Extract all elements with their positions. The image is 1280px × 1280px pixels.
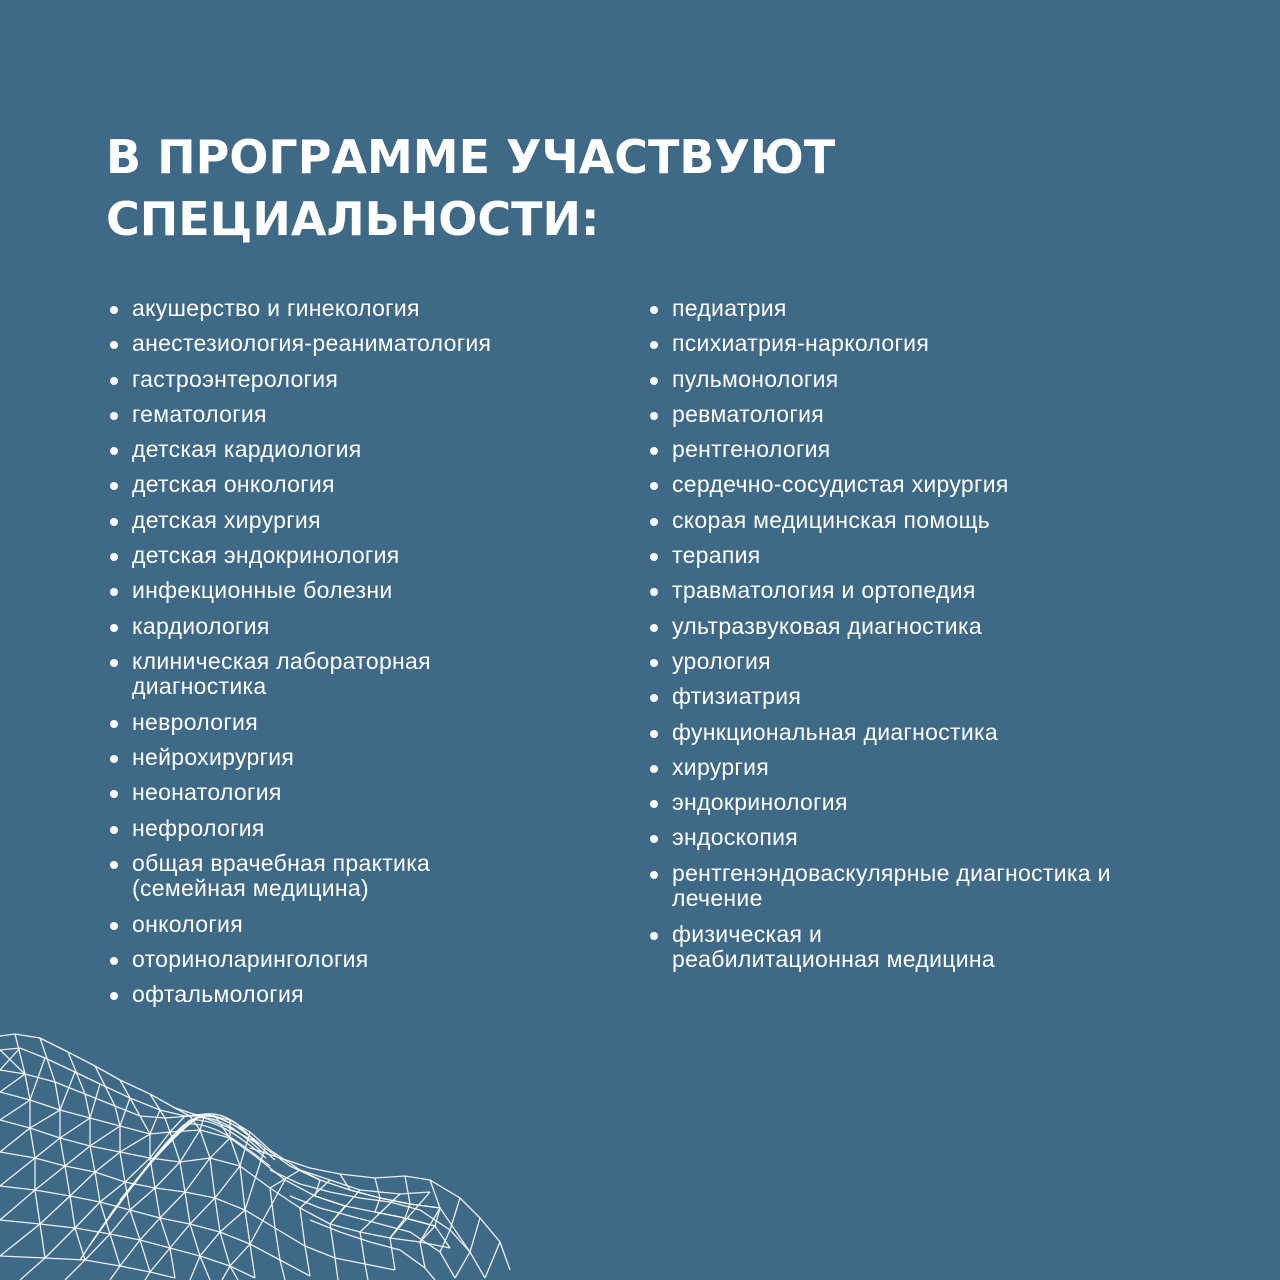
- bullet-icon: [110, 588, 118, 596]
- specialties-list-left: [108, 296, 608, 1018]
- bullet-icon: [110, 447, 118, 455]
- bullet-icon: [110, 922, 118, 930]
- bullet-icon: [650, 694, 658, 702]
- list-item: эндоскопия: [648, 825, 1208, 851]
- list-item: педиатрия: [648, 296, 1208, 322]
- bullet-icon: [110, 553, 118, 561]
- list-item: нейрохирургия: [108, 745, 608, 771]
- list-item: детская эндокринология: [108, 543, 608, 569]
- title-line-2: СПЕЦИАЛЬНОСТИ:: [106, 192, 600, 246]
- list-item: рентгенология: [648, 437, 1208, 463]
- bullet-icon: [110, 957, 118, 965]
- list-item: ультразвуковая диагностика: [648, 614, 1208, 640]
- list-item: детская онкология: [108, 472, 608, 498]
- list-item: инфекционные болезни: [108, 578, 608, 604]
- bullet-icon: [650, 482, 658, 490]
- bullet-icon: [650, 553, 658, 561]
- list-item: рентгенэндоваскулярные диагностика и лечение: [648, 861, 1192, 912]
- bullet-icon: [110, 306, 118, 314]
- list-item: нефрология: [108, 816, 608, 842]
- list-item: пульмонология: [648, 367, 1208, 393]
- bullet-icon: [110, 482, 118, 490]
- bullet-icon: [110, 341, 118, 349]
- list-item: неонатология: [108, 780, 608, 806]
- list-item: ревматология: [648, 402, 1208, 428]
- title-line-1: В ПРОГРАММЕ УЧАСТВУЮТ: [106, 130, 836, 184]
- bullet-icon: [110, 861, 118, 869]
- bullet-icon: [650, 412, 658, 420]
- bullet-icon: [110, 412, 118, 420]
- list-item: физическая и реабилитационная медицина: [648, 922, 1022, 973]
- list-item: функциональная диагностика: [648, 720, 1208, 746]
- list-item: терапия: [648, 543, 1208, 569]
- list-item: урология: [648, 649, 1208, 675]
- bullet-icon: [650, 871, 658, 879]
- bullet-icon: [650, 306, 658, 314]
- bullet-icon: [110, 624, 118, 632]
- list-item: детская кардиология: [108, 437, 608, 463]
- list-item: гастроэнтерология: [108, 367, 608, 393]
- list-item: психиатрия-наркология: [648, 331, 1208, 357]
- bullet-icon: [650, 800, 658, 808]
- list-item: скорая медицинская помощь: [648, 508, 1208, 534]
- list-item: общая врачебная практика (семейная медицина): [108, 851, 512, 902]
- list-item: сердечно-сосудистая хирургия: [648, 472, 1208, 498]
- list-item: гематология: [108, 402, 608, 428]
- bullet-icon: [110, 790, 118, 798]
- bullet-icon: [110, 377, 118, 385]
- bullet-icon: [650, 730, 658, 738]
- list-item: хирургия: [648, 755, 1208, 781]
- list-item: детская хирургия: [108, 508, 608, 534]
- bullet-icon: [650, 932, 658, 940]
- list-item: клиническая лабораторная диагностика: [108, 649, 512, 700]
- list-item: эндокринология: [648, 790, 1208, 816]
- list-item: онкология: [108, 912, 608, 938]
- bullet-icon: [110, 992, 118, 1000]
- bullet-icon: [650, 341, 658, 349]
- bullet-icon: [110, 720, 118, 728]
- list-item: кардиология: [108, 614, 608, 640]
- list-item: офтальмология: [108, 982, 608, 1008]
- list-item: фтизиатрия: [648, 684, 1208, 710]
- bullet-icon: [650, 447, 658, 455]
- bullet-icon: [110, 518, 118, 526]
- list-item: акушерство и гинекология: [108, 296, 608, 322]
- bullet-icon: [650, 624, 658, 632]
- bullet-icon: [650, 835, 658, 843]
- bullet-icon: [110, 826, 118, 834]
- bullet-icon: [650, 588, 658, 596]
- specialties-list-right: [648, 296, 1208, 982]
- bullet-icon: [650, 765, 658, 773]
- list-item: неврология: [108, 710, 608, 736]
- wireframe-mesh-icon: [0, 1020, 900, 1280]
- bullet-icon: [110, 755, 118, 763]
- page-title: [106, 126, 835, 250]
- list-item: анестезиология-реаниматология: [108, 331, 608, 357]
- bullet-icon: [650, 659, 658, 667]
- list-item: оториноларингология: [108, 947, 608, 973]
- bullet-icon: [650, 518, 658, 526]
- bullet-icon: [650, 377, 658, 385]
- bullet-icon: [110, 659, 118, 667]
- list-item: травматология и ортопедия: [648, 578, 1208, 604]
